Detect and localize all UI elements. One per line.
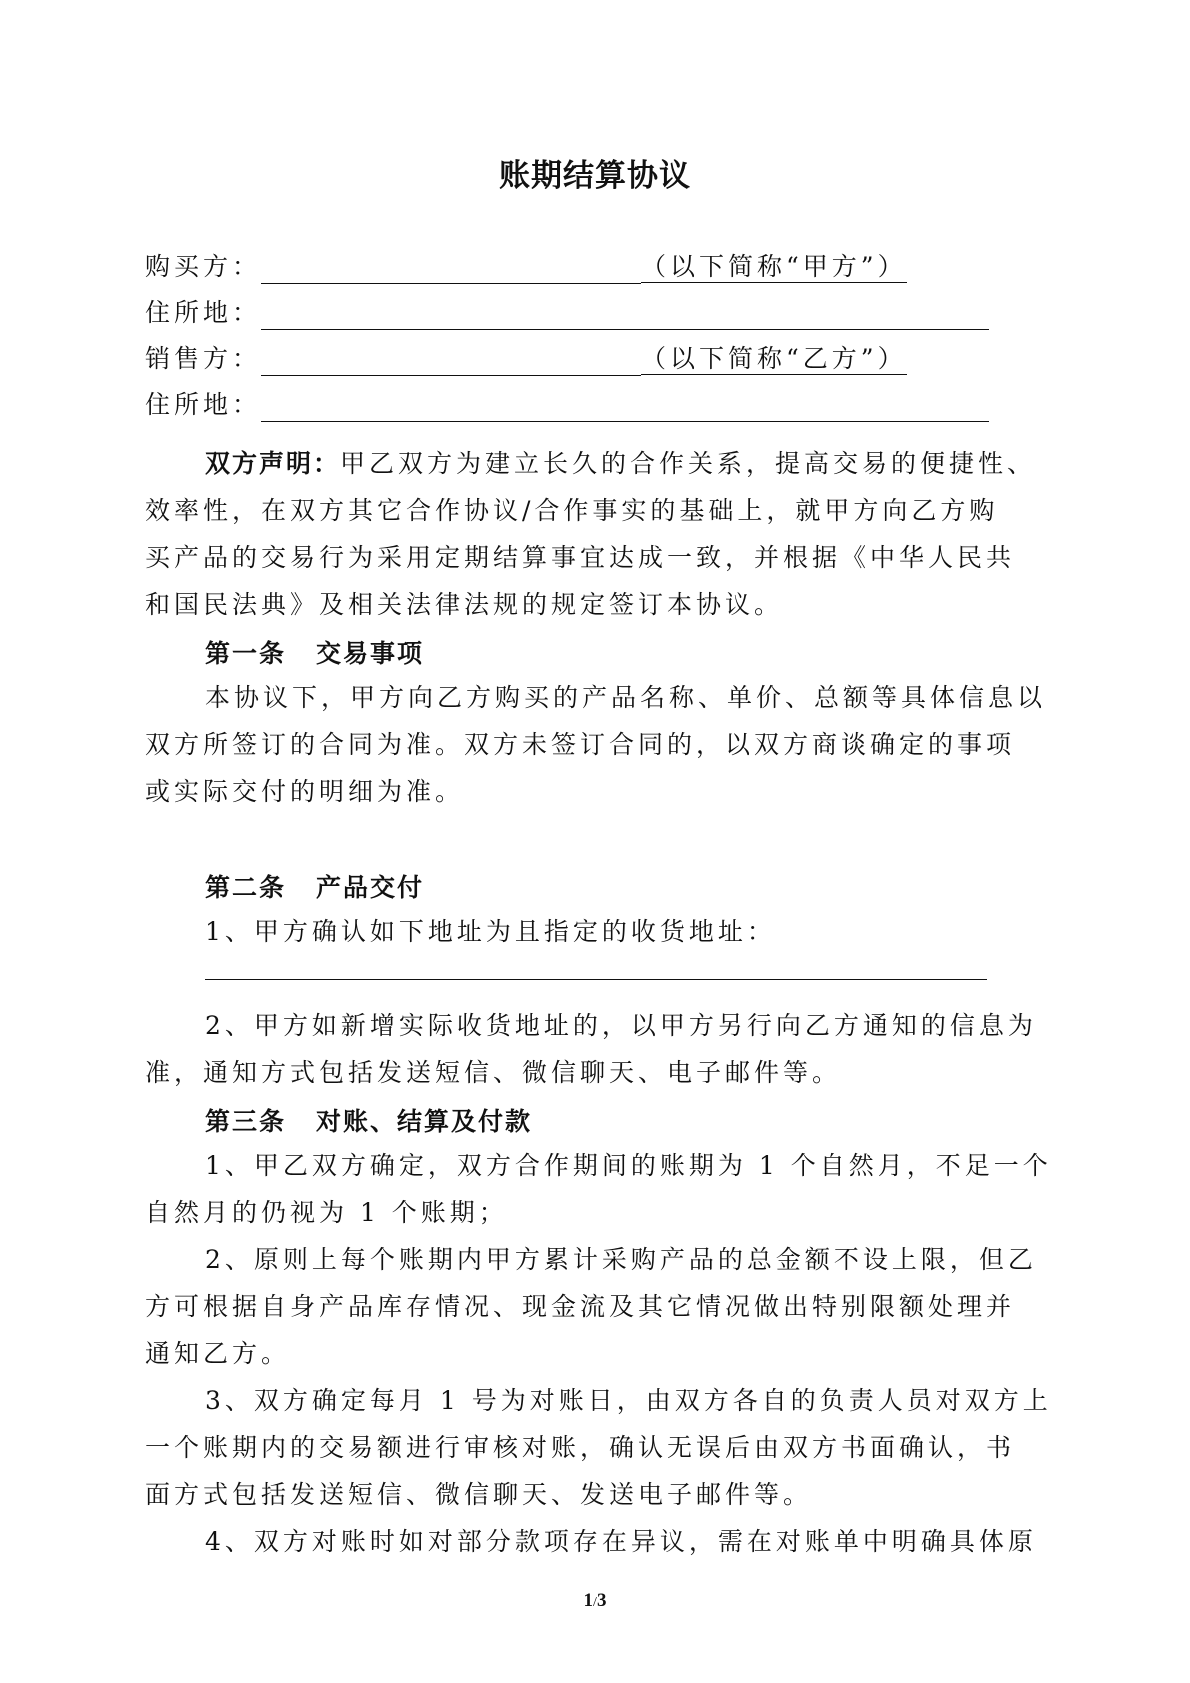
buyer-line <box>145 250 907 284</box>
declaration-line-3: 买产品的交易行为采用定期结算事宜达成一致，并根据《中华人民共 <box>145 543 1016 572</box>
declaration-line-1 <box>205 447 1036 481</box>
declaration-line-4: 和国民法典》及相关法律法规的规定签订本协议。 <box>145 590 784 619</box>
declaration-line-2: 效率性，在双方其它合作协议/合作事实的基础上，就甲方向乙方购 <box>145 496 999 525</box>
page-separator: / <box>593 1595 597 1610</box>
article2-item1: 1、甲方确认如下地址为且指定的收货地址： <box>205 917 776 946</box>
seller-blank <box>261 347 641 376</box>
article3-item3-line-2: 一个账期内的交易额进行审核对账，确认无误后由双方书面确认，书 <box>145 1433 1016 1462</box>
article1-heading <box>205 634 424 670</box>
article3-title: 对账、结算及付款 <box>316 1107 533 1136</box>
document-title: 账期结算协议 <box>499 158 691 194</box>
current-page: 1 <box>583 1590 594 1611</box>
delivery-address-blank <box>205 979 987 980</box>
article3-item1-line-1: 1、甲乙双方确定，双方合作期间的账期为 1 个自然月，不足一个 <box>205 1151 1052 1180</box>
seller-address-blank <box>261 393 989 422</box>
article3-item3-line-1: 3、双方确定每月 1 号为对账日，由双方各自的负责人员对双方上 <box>205 1386 1052 1415</box>
total-pages: 3 <box>596 1590 607 1611</box>
article3-heading <box>205 1102 532 1138</box>
seller-label: 销售方： <box>145 344 262 373</box>
page-number <box>0 1590 1190 1612</box>
article1-number: 第一条 <box>205 639 287 668</box>
article2-item2-line-1: 2、甲方如新增实际收货地址的，以甲方另行向乙方通知的信息为 <box>205 1011 1037 1040</box>
article1-title: 交易事项 <box>316 639 425 668</box>
seller-suffix: （以下简称“乙方”） <box>641 344 907 373</box>
article2-number: 第二条 <box>205 873 287 902</box>
article2-title: 产品交付 <box>316 873 425 902</box>
article1-line-2: 双方所签订的合同为准。双方未签订合同的，以双方商谈确定的事项 <box>145 730 1016 759</box>
address-label-2: 住所地： <box>145 390 262 419</box>
declaration-label: 双方声明： <box>205 449 341 478</box>
article3-item2-line-3: 通知乙方。 <box>145 1339 291 1368</box>
seller-address-line <box>145 388 989 422</box>
buyer-label: 购买方： <box>145 252 262 281</box>
article2-heading <box>205 868 424 904</box>
article3-item3-line-3: 面方式包括发送短信、微信聊天、发送电子邮件等。 <box>145 1480 813 1509</box>
article2-item2-line-2: 准，通知方式包括发送短信、微信聊天、电子邮件等。 <box>145 1058 842 1087</box>
buyer-suffix: （以下简称“甲方”） <box>641 252 907 281</box>
address-label-1: 住所地： <box>145 298 262 327</box>
declaration-text-1: 甲乙双方为建立长久的合作关系，提高交易的便捷性、 <box>340 449 1037 478</box>
buyer-address-line <box>145 296 989 330</box>
article3-item4-line-1: 4、双方对账时如对部分款项存在异议，需在对账单中明确具体原 <box>205 1527 1037 1556</box>
article1-line-3: 或实际交付的明细为准。 <box>145 777 465 806</box>
article3-number: 第三条 <box>205 1107 287 1136</box>
buyer-address-blank <box>261 301 989 330</box>
seller-line <box>145 342 907 376</box>
article3-item2-line-1: 2、原则上每个账期内甲方累计采购产品的总金额不设上限，但乙 <box>205 1245 1037 1274</box>
article1-line-1: 本协议下，甲方向乙方购买的产品名称、单价、总额等具体信息以 <box>205 683 1047 712</box>
article3-item2-line-2: 方可根据自身产品库存情况、现金流及其它情况做出特别限额处理并 <box>145 1292 1016 1321</box>
buyer-blank <box>261 255 641 284</box>
article3-item1-line-2: 自然月的仍视为 1 个账期； <box>145 1198 508 1227</box>
